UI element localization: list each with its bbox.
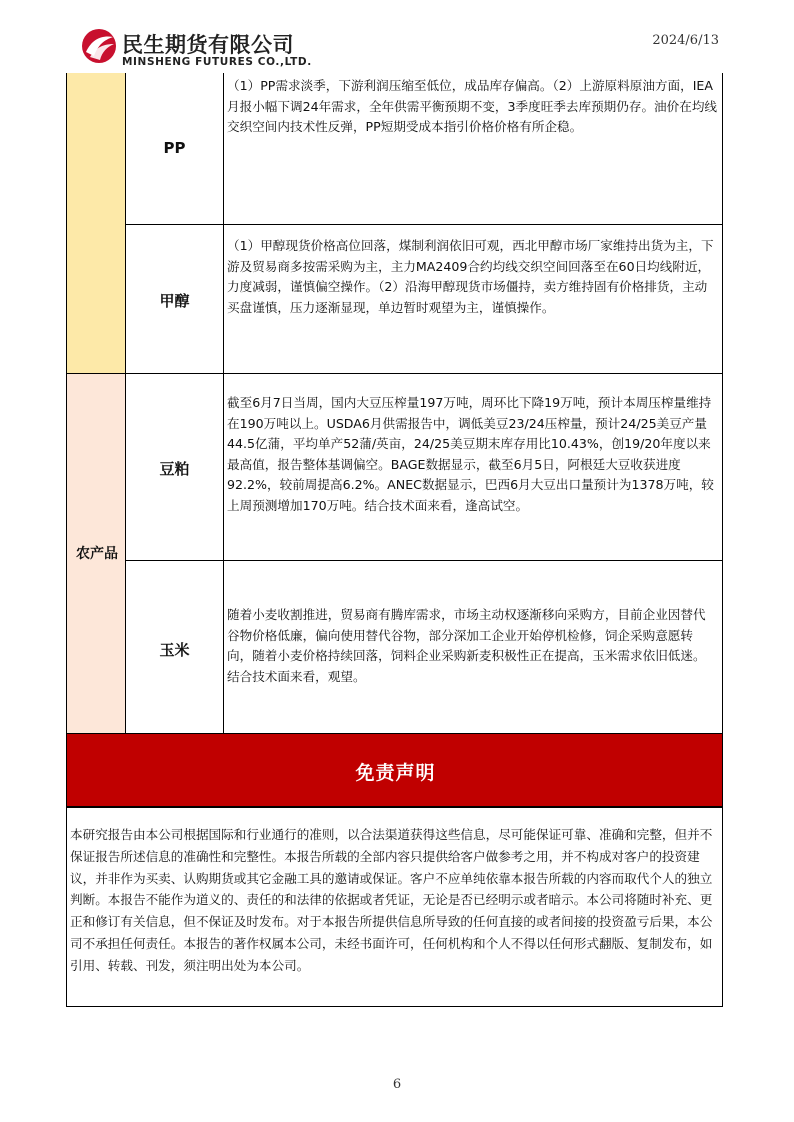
- category-cell-energy: [66, 73, 125, 373]
- commodity-table: [66, 73, 723, 733]
- report-date: 2024/6/13: [652, 33, 719, 48]
- analysis-text-corn: 随着小麦收割推进，贸易商有腾库需求，市场主动权逐渐移向采购方，目前企业因替代谷物价格低廉，偏向使用替代谷物，部分深加工企业开始停机检修，饲企采购意愿转向，随着小麦价格持续回落，饲料企业采购新麦积极性正在提高，玉米需求依旧低迷。结合技术面来看，观望。: [227, 607, 706, 684]
- row-divider-2: [66, 373, 723, 374]
- analysis-text-pp: （1）PP需求淡季，下游利润压缩至低位，成品库存偏高。（2）上游原料原油方面，IEA月报小幅下调24年需求，全年供需平衡预期不变，3季度旺季去库预期仍存。油价在均线交织空间内技术性反弹，PP短期受成本指引价格价格有所企稳。: [227, 78, 718, 134]
- table-divider-category: [125, 73, 126, 733]
- category-label-agri: 农产品: [76, 546, 118, 562]
- table-border-right: [722, 73, 723, 733]
- company-name-en: MINSHENG FUTURES CO.,LTD.: [122, 56, 312, 68]
- disclaimer-text: 本研究报告由本公司根据国际和行业通行的准则，以合法渠道获得这些信息，尽可能保证可靠、准确和完整，但并不保证报告所述信息的准确性和完整性。本报告所载的全部内容只提供给客户做参考之用，并不构成对客户的投资建议，并非作为买卖、认购期货或其它金融工具的邀请或保证。客户不应单纯依靠本报告所载的内容而取代个人的独立判断。本报告不能作为道义的、责任的和法律的依据或者凭证，无论是否已经明示或者暗示。本公司将随时补充、更正和修订有关信息，但不保证及时发布。对于本报告所提供信息所导致的任何直接的或者间接的投资盈亏后果，本公司不承担任何责任。本报告的著作权属本公司，未经书面许可，任何机构和个人不得以任何形式翻版、复制发布，如引用、转载、刊发，须注明出处为本公司。: [70, 827, 713, 973]
- product-name-pp: PP: [163, 139, 186, 157]
- minsheng-logo-icon: [80, 27, 118, 65]
- page-header: [0, 0, 794, 75]
- company-logo: [80, 25, 320, 71]
- disclaimer-title: 免责声明: [355, 762, 436, 784]
- analysis-text-soymeal: 截至6月7日当周，国内大豆压榨量197万吨，周环比下降19万吨，预计本周压榨量维持在190万吨以上。USDA6月供需报告中，调低美豆23/24压榨量，预计24/25美豆产量44.5亿蒲，平均单产52蒲/英亩，24/25美豆期末库存用比10.43%，创19/20年度以来最高值，报告整体基调偏空。BAGE数据显示，截至6月5日，阿根廷大豆收获进度92.2%，较前周提高6.2%。ANEC数据显示，巴西6月大豆出口量预计为1378万吨，较上周预测增加170万吨。结合技术面来看，逢高试空。: [227, 395, 714, 513]
- product-name-methanol: 甲醇: [159, 292, 190, 310]
- table-border-left: [66, 73, 67, 733]
- company-name-cn: 民生期货有限公司: [122, 33, 294, 57]
- analysis-text-methanol: （1）甲醇现货价格高位回落，煤制利润依旧可观，西北甲醇市场厂家维持出货为主，下游及贸易商多按需采购为主，主力MA2409合约均线交织空间回落至在60日均线附近，力度减弱，谨慎偏空操作。（2）沿海甲醇现货市场僵持，卖方维持固有价格排货，主动买盘谨慎，压力逐渐显现，单边暂时观望为主，谨慎操作。: [227, 238, 714, 315]
- product-name-soymeal: 豆粕: [159, 460, 190, 478]
- table-divider-product: [223, 73, 224, 733]
- row-divider-3: [125, 560, 723, 561]
- product-name-corn: 玉米: [159, 641, 190, 659]
- disclaimer-header: [66, 733, 723, 807]
- category-cell-agri: [66, 373, 125, 733]
- page-number: 6: [392, 1077, 402, 1092]
- disclaimer-body: [66, 807, 723, 1007]
- row-divider-1: [125, 224, 723, 225]
